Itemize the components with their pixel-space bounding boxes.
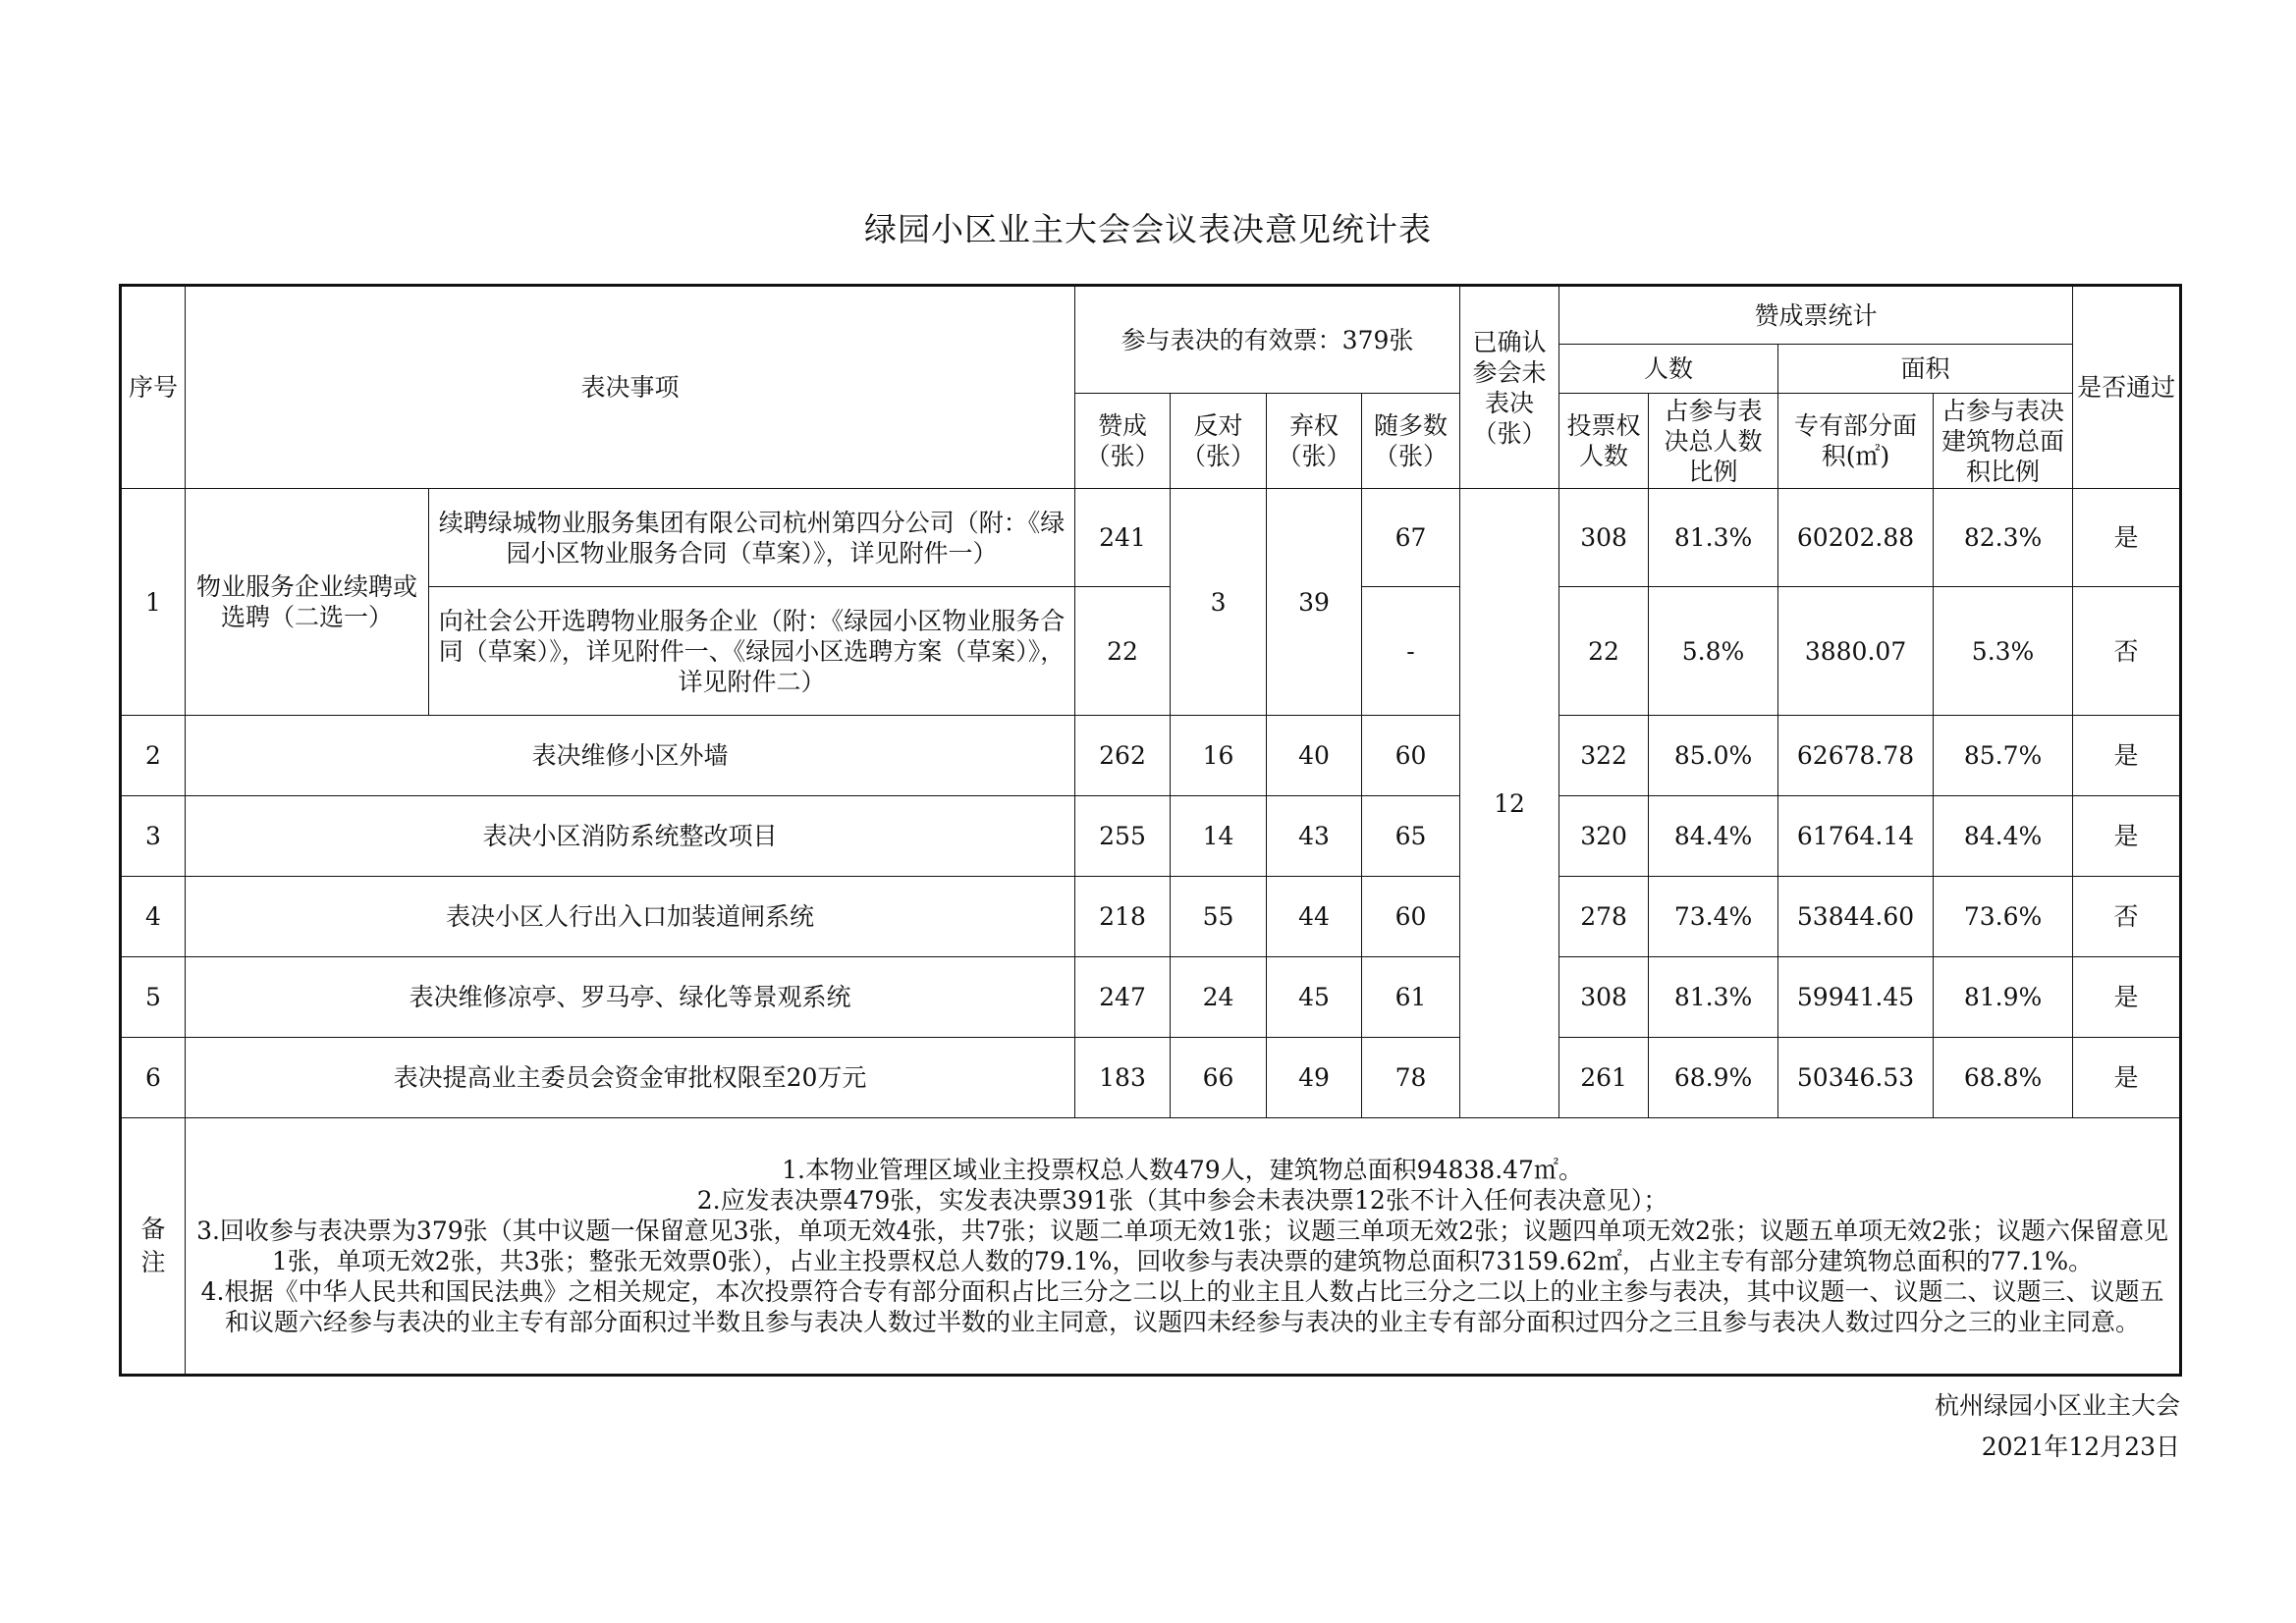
header-seq: 序号 (121, 286, 186, 489)
row-follow: 78 (1362, 1038, 1460, 1118)
row-item: 表决提高业主委员会资金审批权限至20万元 (186, 1038, 1075, 1118)
header-unvoted: 已确认参会未表决（张） (1460, 286, 1559, 489)
header-follow-majority: 随多数（张） (1362, 394, 1460, 489)
row-area-ratio: 84.4% (1934, 796, 2073, 877)
row-follow: - (1362, 587, 1460, 716)
row-area: 53844.60 (1778, 877, 1934, 957)
row-persons: 278 (1559, 877, 1649, 957)
row-follow: 60 (1362, 716, 1460, 796)
header-approve-stats: 赞成票统计 (1559, 286, 2073, 345)
table-row (121, 957, 2181, 1038)
row-area: 61764.14 (1778, 796, 1934, 877)
row-abstain: 49 (1267, 1038, 1362, 1118)
row-seq: 3 (121, 796, 186, 877)
header-approve: 赞成（张） (1075, 394, 1171, 489)
header-exclusive-area: 专有部分面积(㎡) (1778, 394, 1934, 489)
row-persons: 320 (1559, 796, 1649, 877)
row-seq: 6 (121, 1038, 186, 1118)
row-area-ratio: 85.7% (1934, 716, 2073, 796)
row-passed: 否 (2073, 587, 2181, 716)
row-abstain: 44 (1267, 877, 1362, 957)
row-follow: 65 (1362, 796, 1460, 877)
header-row-1 (121, 286, 2181, 345)
row-oppose: 3 (1171, 489, 1267, 716)
table-row (121, 1038, 2181, 1118)
vote-statistics-table (119, 284, 2182, 1377)
row-oppose: 66 (1171, 1038, 1267, 1118)
table-row (121, 716, 2181, 796)
row-persons-ratio: 73.4% (1649, 877, 1778, 957)
row-oppose: 24 (1171, 957, 1267, 1038)
row-item: 向社会公开选聘物业服务企业（附：《绿园小区物业服务合同（草案）》，详见附件一、《绿园小区选聘方案（草案）》，详见附件二） (429, 587, 1075, 716)
header-voting-persons: 投票权人数 (1559, 394, 1649, 489)
row-oppose: 55 (1171, 877, 1267, 957)
row-approve: 241 (1075, 489, 1171, 587)
row-approve: 262 (1075, 716, 1171, 796)
row-persons: 322 (1559, 716, 1649, 796)
note-line: 3.回收参与表决票为379张（其中议题一保留意见3张，单项无效4张，共7张；议题二单项无效1张；议题三单项无效2张；议题四单项无效2张；议题五单项无效2张；议题六保留意见1张，单项无效2张，共3张；整张无效票0张），占业主投票权总人数的79.1%，回收参与表决票的建筑物总面积73159.62㎡，占业主专有部分建筑物总面积的77.1%。 (196, 1217, 2168, 1275)
row-area: 60202.88 (1778, 489, 1934, 587)
row-passed: 是 (2073, 1038, 2181, 1118)
row-item: 表决维修小区外墙 (186, 716, 1075, 796)
note-line: 4.根据《中华人民共和国民法典》之相关规定，本次投票符合专有部分面积占比三分之二以上的业主且人数占比三分之二以上的业主参与表决，其中议题一、议题二、议题三、议题五和议题六经参与表决的业主专有部分面积过半数且参与表决人数过半数的业主同意，议题四未经参与表决的业主专有部分面积过四分之三且参与表决人数过四分之三的业主同意。 (200, 1277, 2164, 1336)
row-persons-ratio: 85.0% (1649, 716, 1778, 796)
row-follow: 67 (1362, 489, 1460, 587)
row-passed: 是 (2073, 957, 2181, 1038)
row-area: 59941.45 (1778, 957, 1934, 1038)
signature-date: 2021年12月23日 (1981, 1433, 2180, 1461)
row-oppose: 16 (1171, 716, 1267, 796)
row-area: 62678.78 (1778, 716, 1934, 796)
row-oppose: 14 (1171, 796, 1267, 877)
row-area-ratio: 81.9% (1934, 957, 2073, 1038)
row-area-ratio: 68.8% (1934, 1038, 2073, 1118)
row-area-ratio: 82.3% (1934, 489, 2073, 587)
row-persons: 22 (1559, 587, 1649, 716)
row-unvoted: 12 (1460, 489, 1559, 1118)
signature-org: 杭州绿园小区业主大会 (1934, 1391, 2180, 1420)
row-persons: 308 (1559, 957, 1649, 1038)
table-row (121, 587, 2181, 716)
row-area: 3880.07 (1778, 587, 1934, 716)
row-group: 物业服务企业续聘或选聘（二选一） (186, 489, 429, 716)
row-persons: 261 (1559, 1038, 1649, 1118)
row-persons-ratio: 5.8% (1649, 587, 1778, 716)
notes-label: 备注 (121, 1118, 186, 1376)
row-passed: 是 (2073, 716, 2181, 796)
header-item: 表决事项 (186, 286, 1075, 489)
row-approve: 255 (1075, 796, 1171, 877)
row-passed: 是 (2073, 489, 2181, 587)
row-passed: 否 (2073, 877, 2181, 957)
header-area: 面积 (1778, 345, 2073, 394)
page-title: 绿园小区业主大会会议表决意见统计表 (864, 210, 1432, 248)
notes-row (121, 1118, 2181, 1376)
header-persons: 人数 (1559, 345, 1778, 394)
row-follow: 60 (1362, 877, 1460, 957)
row-item: 表决维修凉亭、罗马亭、绿化等景观系统 (186, 957, 1075, 1038)
row-abstain: 45 (1267, 957, 1362, 1038)
row-persons-ratio: 81.3% (1649, 489, 1778, 587)
row-abstain: 40 (1267, 716, 1362, 796)
row-abstain: 43 (1267, 796, 1362, 877)
row-item: 续聘绿城物业服务集团有限公司杭州第四分公司（附：《绿园小区物业服务合同（草案）》，详见附件一） (429, 489, 1075, 587)
row-seq: 5 (121, 957, 186, 1038)
note-line: 2.应发表决票479张，实发表决票391张（其中参会未表决票12张不计入任何表决意见）； (696, 1186, 1668, 1215)
row-persons: 308 (1559, 489, 1649, 587)
row-area-ratio: 73.6% (1934, 877, 2073, 957)
row-persons-ratio: 84.4% (1649, 796, 1778, 877)
row-approve: 183 (1075, 1038, 1171, 1118)
row-seq: 4 (121, 877, 186, 957)
row-seq: 2 (121, 716, 186, 796)
row-approve: 218 (1075, 877, 1171, 957)
row-persons-ratio: 81.3% (1649, 957, 1778, 1038)
row-seq: 1 (121, 489, 186, 716)
header-oppose: 反对（张） (1171, 394, 1267, 489)
header-passed: 是否通过 (2073, 286, 2181, 489)
header-valid-votes: 参与表决的有效票：379张 (1075, 286, 1460, 394)
row-item: 表决小区消防系统整改项目 (186, 796, 1075, 877)
row-approve: 247 (1075, 957, 1171, 1038)
row-follow: 61 (1362, 957, 1460, 1038)
row-abstain: 39 (1267, 489, 1362, 716)
row-approve: 22 (1075, 587, 1171, 716)
row-area-ratio: 5.3% (1934, 587, 2073, 716)
note-line: 1.本物业管理区域业主投票权总人数479人，建筑物总面积94838.47㎡。 (782, 1156, 1583, 1184)
row-passed: 是 (2073, 796, 2181, 877)
header-persons-ratio: 占参与表决总人数比例 (1649, 394, 1778, 489)
table-row (121, 489, 2181, 587)
row-persons-ratio: 68.9% (1649, 1038, 1778, 1118)
row-area: 50346.53 (1778, 1038, 1934, 1118)
header-area-ratio: 占参与表决建筑物总面积比例 (1934, 394, 2073, 489)
row-item: 表决小区人行出入口加装道闸系统 (186, 877, 1075, 957)
header-abstain: 弃权（张） (1267, 394, 1362, 489)
table-row (121, 796, 2181, 877)
table-row (121, 877, 2181, 957)
notes-content (186, 1118, 2181, 1376)
